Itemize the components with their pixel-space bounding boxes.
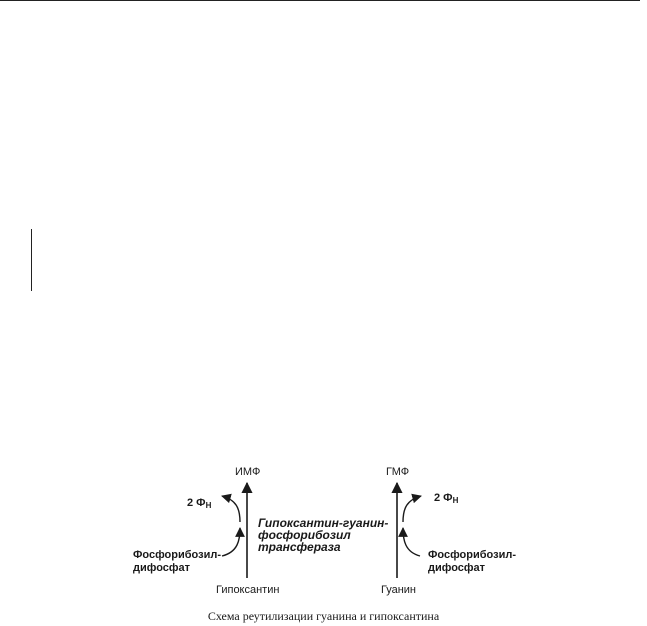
right-release-arrow bbox=[403, 496, 421, 522]
left-product-label: ИМФ bbox=[235, 466, 261, 478]
left-cosubstrate-label: Фосфорибозил- дифосфат bbox=[133, 549, 222, 574]
left-substrate-label: Гипоксантин bbox=[216, 584, 280, 596]
left-cosubstrate-arrow bbox=[222, 528, 240, 556]
right-release-label: 2 $Ф_Н$ bbox=[434, 492, 459, 505]
right-product-label: ГМФ bbox=[386, 466, 410, 478]
left-release-arrow bbox=[222, 496, 240, 522]
figure-caption: Схема реутилизации гуанина и гипоксантина bbox=[207, 609, 440, 623]
right-substrate-label: Гуанин bbox=[381, 584, 417, 596]
right-cosubstrate-label: Фосфорибозил- дифосфат bbox=[428, 549, 517, 574]
enzyme-label: Гипоксантин-гуанин- фосфорибозил трансфераза bbox=[258, 516, 389, 554]
right-cosubstrate-arrow bbox=[403, 528, 420, 556]
left-release-label: 2 $Ф_Н$ bbox=[187, 497, 212, 510]
